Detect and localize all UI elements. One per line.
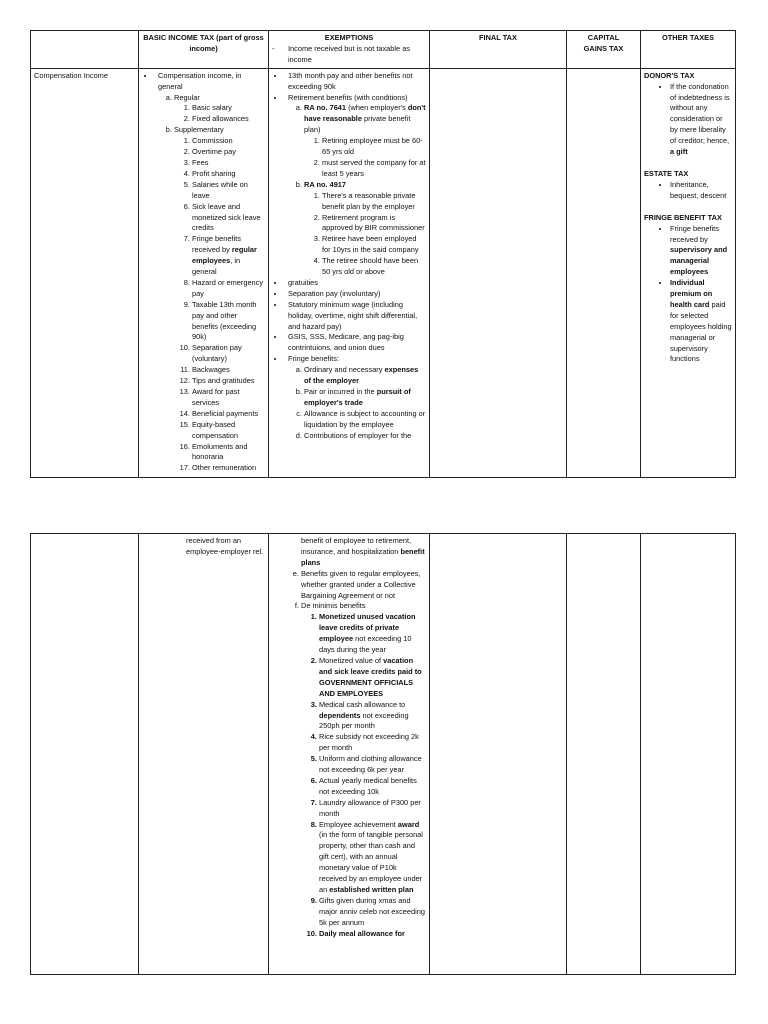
header-basic-income-tax: BASIC INCOME TAX (part of gross income) — [139, 31, 269, 69]
list-item: 2. Monetized value of vacation and sick leave credits paid to GOVERNMENT OFFICIALS AND EMPLOYEES — [319, 656, 426, 700]
list-item: • Fringe benefits received by supervisory and managerial employees — [670, 224, 732, 279]
list-item: 2. Overtime pay — [192, 147, 265, 158]
list-item: 1. Commission — [192, 136, 265, 147]
tax-table-page1 — [30, 30, 736, 478]
header-final-tax: FINAL TAX — [430, 31, 567, 69]
list-item: • If the condonation of indebtedness is without any consideration or by mere liberality of creditor; hence, a gift — [670, 82, 732, 158]
list-item: f. De minimis benefits 1. Monetized unused vacation leave credits of private employee not exceeding 10 days during the year 2. Monetized value of vacation and sick leave credits paid to GOVERNMENT OFFICIALS AND EMPLOYEES 3. Medical cash allowance to dependents not exceeding 250ph per month 4. Rice subsidy not exceeding 2k per month 5. Uniform and clothing allowance not exceeding 6k per year 6. Actual yearly medical benefits not exceeding 10k 7. Laundry allowance of P300 per month 8. Employee achievement award (in the form of tangible personal property, other than cash and gift cert), with an annual monetary value of P10k received by an employee under an established written plan 9. Gifts given during xmas and major anniv celeb not exceeding 5k per annum 10. Daily meal allowance for — [301, 601, 426, 939]
list-item: 8. Hazard or emergency pay — [192, 278, 265, 300]
list-item: 3. Fees — [192, 158, 265, 169]
list-item: • Compensation income, in general a. Regular 1. Basic salary 2. Fixed allowances b. Supplementary 1. Commission 2. Overtime pay 3. Fees 4. Profit sharing 5. Salaries while on leave 6. Sick leave and monetized sick leave credits 7. Fringe benefits received by regular employees, in general 8. Hazard or emergency pay 9. Taxable 13th month pay and other benefits (exceeding 90k) 10. Separation pay (voluntary) 11. Backwages 12. Tips and gratitudes 13. Award for past services 14. Beneficial payments 15. Equity-based compensation 16. Emoluments and honoraria 17. Other remuneration — [155, 71, 265, 475]
row-label-empty — [31, 534, 139, 975]
list-item: 4. Profit sharing — [192, 169, 265, 180]
list-item: 2. Fixed allowances — [192, 114, 265, 125]
list-item: 15. Equity-based compensation — [192, 420, 265, 442]
list-item: • Fringe benefits: a. Ordinary and necessary expenses of the employer b. Pair or incurred in the pursuit of employer's trade c. Allowance is subject to accounting or liquidation by the employee d. Contributions of employer for the — [285, 354, 426, 441]
list-item: 9. Gifts given during xmas and major anniv celeb not exceeding 5k per annum — [319, 896, 426, 929]
tax-table-page2 — [30, 533, 736, 975]
list-item: • Individual premium on health card paid for selected employees holding managerial or supervisory functions — [670, 278, 732, 365]
list-item: • 13th month pay and other benefits not exceeding 90k — [285, 71, 426, 93]
list-item: 6. Actual yearly medical benefits not exceeding 10k — [319, 776, 426, 798]
list-item: 3. Medical cash allowance to dependents not exceeding 250ph per month — [319, 700, 426, 733]
row-label-compensation-income: Compensation Income — [31, 68, 139, 477]
estate-tax-title: ESTATE TAX — [644, 168, 689, 178]
list-item: 1. Retiring employee must be 60-65 yrs old — [322, 136, 426, 158]
exemptions-cell — [269, 68, 430, 477]
list-item: 13. Award for past services — [192, 387, 265, 409]
list-item: a. RA no. 7641 (when employer's don't have reasonable private benefit plan) 1. Retiring employee must be 60-65 yrs old 2. must served the company for at least 5 years — [304, 103, 426, 179]
continued-text: received from an employee-employer rel. — [186, 536, 264, 556]
list-item: 2. must served the company for at least 5 years — [322, 158, 426, 180]
header-exemptions — [269, 31, 430, 69]
final-tax-cont-cell — [430, 534, 567, 975]
list-item: 6. Sick leave and monetized sick leave credits — [192, 202, 265, 235]
other-taxes-cont-cell — [641, 534, 736, 975]
list-item: 1. Monetized unused vacation leave credits of private employee not exceeding 10 days during the year — [319, 612, 426, 656]
capital-gains-cell — [567, 68, 641, 477]
list-item: 8. Employee achievement award (in the form of tangible personal property, other than cash and gift cert), with an annual monetary value of P10k received by an employee under an established written plan — [319, 820, 426, 896]
list-item: 5. Uniform and clothing allowance not exceeding 6k per year — [319, 754, 426, 776]
list-item: 1. Basic salary — [192, 103, 265, 114]
exemptions-cont-cell — [269, 534, 430, 975]
basic-income-cell — [139, 68, 269, 477]
list-item: 16. Emoluments and honoraria — [192, 442, 265, 464]
list-item: 7. Fringe benefits received by regular employees, in general — [192, 234, 265, 278]
other-taxes-cell — [641, 68, 736, 477]
list-item: • GSIS, SSS, Medicare, ang pag-ibig contrintuions, and union dues — [285, 332, 426, 354]
continued-text: benefit of employee to retirement, insurance, and hospitalization benefit plans — [301, 536, 425, 567]
list-item: 11. Backwages — [192, 365, 265, 376]
exemptions-note: - Income received but is not taxable as income — [272, 44, 426, 66]
list-item: • gratuities — [285, 278, 426, 289]
list-item: e. Benefits given to regular employees, whether granted under a Collective Bargaining Agreement or not — [301, 569, 426, 602]
list-item: 1. There's a reasonable private benefit plan by the employer — [322, 191, 426, 213]
list-item: • Statutory minimum wage (including holiday, overtime, night shift differential, and hazard pay) — [285, 300, 426, 333]
exemptions-title: EXEMPTIONS — [324, 33, 374, 42]
list-item: • Inheritance, bequest, descent — [670, 180, 732, 202]
donors-tax-title: DONOR'S TAX — [644, 70, 695, 80]
list-item: 12. Tips and gratitudes — [192, 376, 265, 387]
list-item: 3. Retiree have been employed for 10yrs in the said company — [322, 234, 426, 256]
fringe-benefit-tax-title: FRINGE BENEFIT TAX — [644, 212, 722, 222]
list-item: 10. Separation pay (voluntary) — [192, 343, 265, 365]
list-item: b. Pair or incurred in the pursuit of employer's trade — [304, 387, 426, 409]
list-item: • Separation pay (involuntary) — [285, 289, 426, 300]
list-item: a. Ordinary and necessary expenses of the employer — [304, 365, 426, 387]
basic-income-cont-cell — [139, 534, 269, 975]
list-item: b. Supplementary 1. Commission 2. Overtime pay 3. Fees 4. Profit sharing 5. Salaries while on leave 6. Sick leave and monetized sick leave credits 7. Fringe benefits received by regular employees, in general 8. Hazard or emergency pay 9. Taxable 13th month pay and other benefits (exceeding 90k) 10. Separation pay (voluntary) 11. Backwages 12. Tips and gratitudes 13. Award for past services 14. Beneficial payments 15. Equity-based compensation 16. Emoluments and honoraria 17. Other remuneration — [174, 125, 265, 474]
list-item: b. RA no. 4917 1. There's a reasonable private benefit plan by the employer 2. Retirement program is approved by BIR commissioner 3. Retiree have been employed for 10yrs in the said company 4. The retiree should have been 50 yrs old or above — [304, 180, 426, 278]
list-item: • Retirement benefits (with conditions) a. RA no. 7641 (when employer's don't have reasonable private benefit plan) 1. Retiring employee must be 60-65 yrs old 2. must served the company for at least 5 years b. RA no. 4917 1. There's a reasonable private benefit plan by the employer 2. Retirement program is approved by BIR commissioner 3. Retiree have been employed for 10yrs in the said company 4. The retiree should have been 50 yrs old or above — [285, 93, 426, 278]
list-item: 14. Beneficial payments — [192, 409, 265, 420]
capital-gains-cont-cell — [567, 534, 641, 975]
list-item: 17. Other remuneration — [192, 463, 265, 474]
list-item: 5. Salaries while on leave — [192, 180, 265, 202]
final-tax-cell — [430, 68, 567, 477]
corner-cell — [31, 31, 139, 69]
header-other-taxes: OTHER TAXES — [641, 31, 736, 69]
list-item: 9. Taxable 13th month pay and other benefits (exceeding 90k) — [192, 300, 265, 344]
list-item: 4. Rice subsidy not exceeding 2k per month — [319, 732, 426, 754]
list-item: 10. Daily meal allowance for — [319, 929, 426, 940]
list-item: 7. Laundry allowance of P300 per month — [319, 798, 426, 820]
list-item: d. Contributions of employer for the — [304, 431, 426, 442]
list-item: c. Allowance is subject to accounting or liquidation by the employee — [304, 409, 426, 431]
list-item: 4. The retiree should have been 50 yrs old or above — [322, 256, 426, 278]
header-capital-gains-tax: CAPITAL GAINS TAX — [567, 31, 641, 69]
list-item: 2. Retirement program is approved by BIR commissioner — [322, 213, 426, 235]
list-item: a. Regular 1. Basic salary 2. Fixed allowances — [174, 93, 265, 126]
